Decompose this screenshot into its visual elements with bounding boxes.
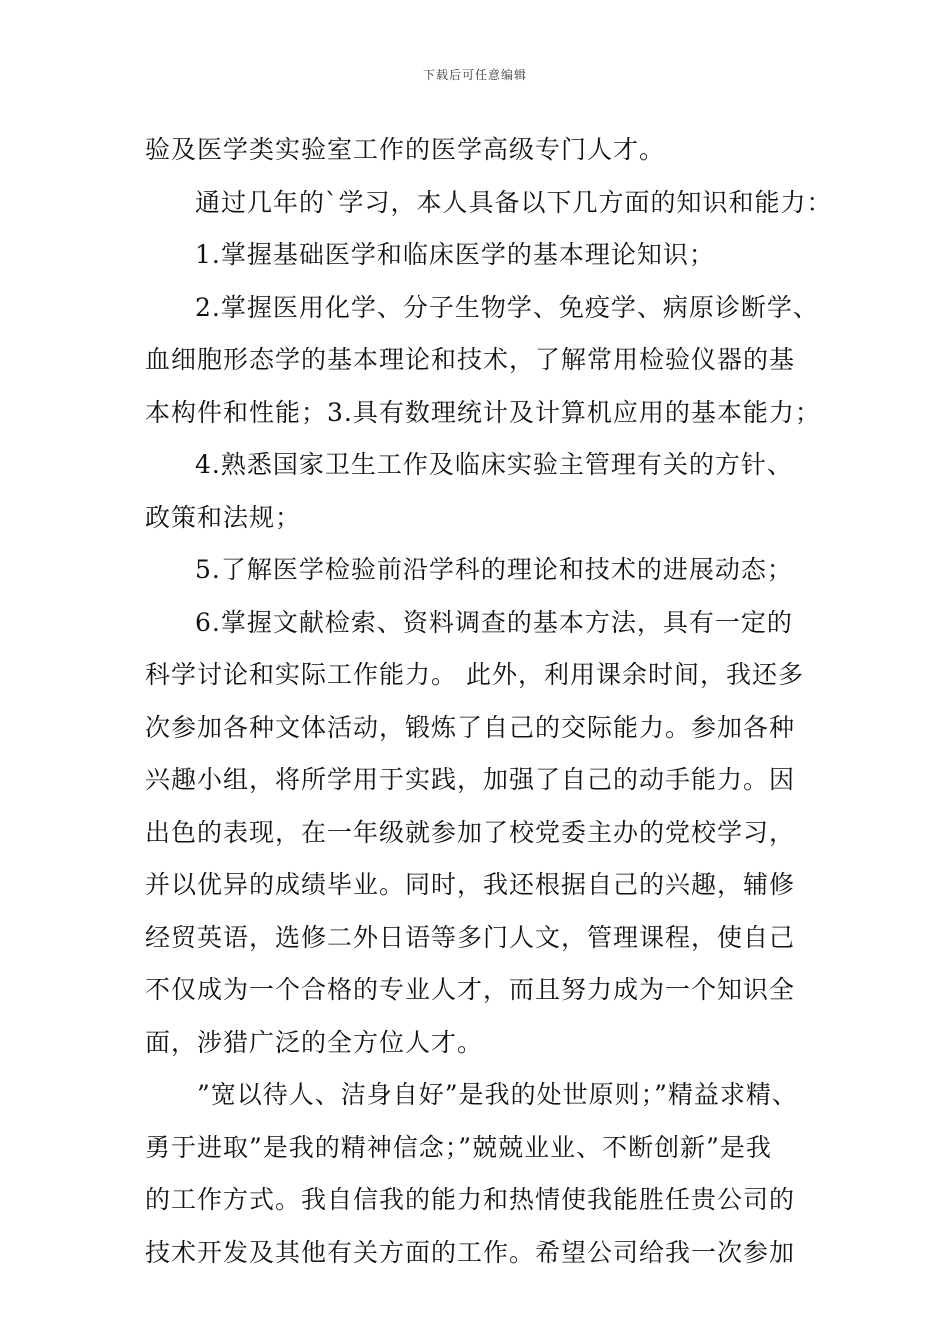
text-line: 5.了解医学检验前沿学科的理论和技术的进展动态； [195,555,793,584]
text-line: 科学讨论和实际工作能力。 此外，利用课余时间，我还多 [145,660,804,689]
text-line: 勇于进取”是我的精神信念；”兢兢业业、不断创新”是我 [145,1132,772,1162]
text-line: ”宽以待人、洁身自好”是我的处世原则；”精益求精、 [197,1080,798,1109]
text-line: 面，涉猎广泛的全方位人才。 [145,1027,484,1057]
text-line: 兴趣小组，将所学用于实践，加强了自己的动手能力。因 [145,765,796,794]
text-line: 验及医学类实验室工作的医学高级专门人才。 [145,135,666,164]
text-line: 6.掌握文献检索、资料调查的基本方法，具有一定的 [195,607,793,637]
page-header-note: 下载后可任意编辑 [422,68,527,82]
text-line: 本构件和性能；3.具有数理统计及计算机应用的基本能力； [145,397,821,427]
text-line: 经贸英语，选修二外日语等多门人文，管理课程，使自己 [145,922,796,952]
text-line: 技术开发及其他有关方面的工作。希望公司给我一次参加 [145,1237,796,1267]
text-line: 2.掌握医用化学、分子生物学、免疫学、病原诊断学、 [195,292,819,322]
text-line: 1.掌握基础医学和临床医学的基本理论知识； [195,240,715,269]
text-line: 不仅成为一个合格的专业人才，而且努力成为一个知识全 [145,975,796,1004]
text-line: 的工作方式。我自信我的能力和热情使我能胜任贵公司的 [145,1185,796,1214]
text-line: 4.熟悉国家卫生工作及临床实验主管理有关的方针、 [195,450,793,479]
document-body [145,128,833,1283]
text-line: 次参加各种文体活动，锻炼了自己的交际能力。参加各种 [145,712,796,742]
text-line: 政策和法规； [145,502,302,532]
text-line: 通过几年的`学习，本人具备以下几方面的知识和能力： [195,187,833,217]
text-line: 出色的表现，在一年级就参加了校党委主办的党校学习， [145,817,796,847]
text-line: 血细胞形态学的基本理论和技术，了解常用检验仪器的基 [145,345,796,374]
text-line: 并以优异的成绩毕业。同时，我还根据自己的兴趣，辅修 [145,870,796,899]
